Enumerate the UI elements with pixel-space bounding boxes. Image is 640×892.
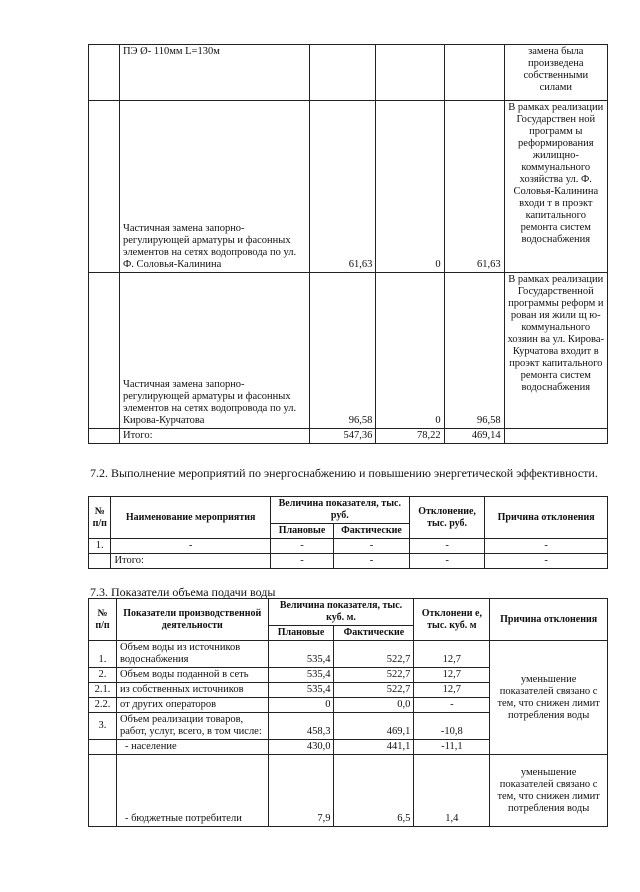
table-row bbox=[89, 273, 608, 429]
table-total-row bbox=[89, 554, 608, 569]
row-dev: -11,1 bbox=[414, 740, 490, 755]
fact-value: 96,58 bbox=[444, 273, 504, 429]
total-label: Итого: bbox=[120, 429, 310, 444]
row-plan: 535,4 bbox=[268, 641, 334, 668]
row-plan: 0 bbox=[268, 698, 334, 713]
row-fact: - bbox=[334, 539, 410, 554]
row-num: 2.2. bbox=[89, 698, 117, 713]
col-dev-header: Отклонени е, тыс. куб. м bbox=[414, 599, 490, 641]
col-num-header: № п/п bbox=[89, 599, 117, 641]
col-value-header: Величина показателя, тыс. куб. м. bbox=[268, 599, 414, 626]
row-name: - население bbox=[116, 740, 268, 755]
work-name: Частичная замена запорно-регулирующей арматуры и фасонных элементов на сетях водопровода по ул. Кирова-Курчатова bbox=[120, 273, 310, 429]
col-fact-header: Фактические bbox=[334, 524, 410, 539]
row-fact: 469,1 bbox=[334, 713, 414, 740]
row-dev: 12,7 bbox=[414, 641, 490, 668]
table-row bbox=[89, 101, 608, 273]
row-plan: - bbox=[270, 539, 333, 554]
col-num-header: № п/п bbox=[89, 497, 111, 539]
section-7-2-heading: 7.2. Выполнение мероприятий по энергоснабжению и повышению энергетической эффективности. bbox=[90, 466, 598, 480]
row-dev: -10,8 bbox=[414, 713, 490, 740]
table-water-supply bbox=[88, 598, 608, 827]
row-dev: 12,7 bbox=[414, 668, 490, 683]
row-plan: 535,4 bbox=[268, 683, 334, 698]
row-plan: 535,4 bbox=[268, 668, 334, 683]
col-fact-header: Фактические bbox=[334, 626, 414, 641]
total-dev: - bbox=[409, 554, 485, 569]
row-num bbox=[89, 755, 117, 827]
reason-text: уменьшение показателей связано с тем, что снижен лимит потребления воды bbox=[490, 755, 608, 827]
col-dev-header: Отклонение, тыс. руб. bbox=[409, 497, 485, 539]
row-name: Объем воды из источников водоснабжения bbox=[116, 641, 268, 668]
row-num: 3. bbox=[89, 713, 117, 740]
zero-value: 0 bbox=[376, 273, 444, 429]
table-water-works bbox=[88, 44, 608, 444]
table-row bbox=[89, 755, 608, 827]
plan-value: 61,63 bbox=[310, 101, 376, 273]
row-num: 1. bbox=[89, 539, 111, 554]
col-reason-header: Причина отклонения bbox=[490, 599, 608, 641]
row-plan: 7,9 bbox=[268, 755, 334, 827]
row-fact: 6,5 bbox=[334, 755, 414, 827]
table-total-row bbox=[89, 429, 608, 444]
row-name: - бюджетные потребители bbox=[116, 755, 268, 827]
reason-text: замена была произведена собственными силами bbox=[504, 45, 607, 101]
col-value-header: Величина показателя, тыс. руб. bbox=[270, 497, 409, 524]
row-dev: - bbox=[414, 698, 490, 713]
plan-value: 96,58 bbox=[310, 273, 376, 429]
row-fact: 522,7 bbox=[334, 668, 414, 683]
section-7-3-heading: 7.3. Показатели объема подачи воды bbox=[90, 585, 276, 599]
row-dev: 12,7 bbox=[414, 683, 490, 698]
table-row bbox=[89, 641, 608, 668]
table-energy-measures bbox=[88, 496, 608, 569]
row-num: 1. bbox=[89, 641, 117, 668]
total-plan: 547,36 bbox=[310, 429, 376, 444]
reason-text: В рамках реализации Государственной программы реформ и рован ия жили щ ю-коммунального хозяин ва ул. Кирова-Курчатова входит в проэкт капитального ремонта систем водоснабжения bbox=[504, 273, 607, 429]
total-plan: - bbox=[270, 554, 333, 569]
row-plan: 458,3 bbox=[268, 713, 334, 740]
row-fact: 0,0 bbox=[334, 698, 414, 713]
row-num: 2. bbox=[89, 668, 117, 683]
total-mid: 78,22 bbox=[376, 429, 444, 444]
row-fact: 522,7 bbox=[334, 641, 414, 668]
row-fact: 441,1 bbox=[334, 740, 414, 755]
reason-text: уменьшение показателей связано с тем, что снижен лимит потребления воды bbox=[490, 641, 608, 755]
row-num bbox=[89, 740, 117, 755]
table-row bbox=[89, 539, 608, 554]
col-reason-header: Причина отклонения bbox=[485, 497, 608, 539]
work-name: Частичная замена запорно-регулирующей арматуры и фасонных элементов на сетях водопровода по ул. Ф. Соловья-Калинина bbox=[120, 101, 310, 273]
table-row bbox=[89, 45, 608, 101]
col-plan-header: Плановые bbox=[268, 626, 334, 641]
work-name: ПЭ Ø- 110мм L=130м bbox=[120, 45, 310, 101]
row-name: Объем воды поданной в сеть bbox=[116, 668, 268, 683]
row-name: Объем реализации товаров, работ, услуг, всего, в том числе: bbox=[116, 713, 268, 740]
row-name: от других операторов bbox=[116, 698, 268, 713]
reason-text: В рамках реализации Государствен ной программ ы реформирования жилищно-коммунального хозяйства ул. Ф. Соловья-Калинина входи т в проэкт капитального ремонта систем водоснабжения bbox=[504, 101, 607, 273]
row-dev: - bbox=[409, 539, 485, 554]
row-plan: 430,0 bbox=[268, 740, 334, 755]
row-num: 2.1. bbox=[89, 683, 117, 698]
total-label: Итого: bbox=[111, 554, 270, 569]
col-name-header: Показатели производственной деятельности bbox=[116, 599, 268, 641]
total-fact: - bbox=[334, 554, 410, 569]
zero-value: 0 bbox=[376, 101, 444, 273]
total-fact: 469,14 bbox=[444, 429, 504, 444]
col-plan-header: Плановые bbox=[270, 524, 333, 539]
row-fact: 522,7 bbox=[334, 683, 414, 698]
row-name: из собственных источников bbox=[116, 683, 268, 698]
col-name-header: Наименование мероприятия bbox=[111, 497, 270, 539]
row-reason: - bbox=[485, 539, 608, 554]
fact-value: 61,63 bbox=[444, 101, 504, 273]
row-name: - bbox=[111, 539, 270, 554]
total-reason: - bbox=[485, 554, 608, 569]
row-dev: 1,4 bbox=[414, 755, 490, 827]
